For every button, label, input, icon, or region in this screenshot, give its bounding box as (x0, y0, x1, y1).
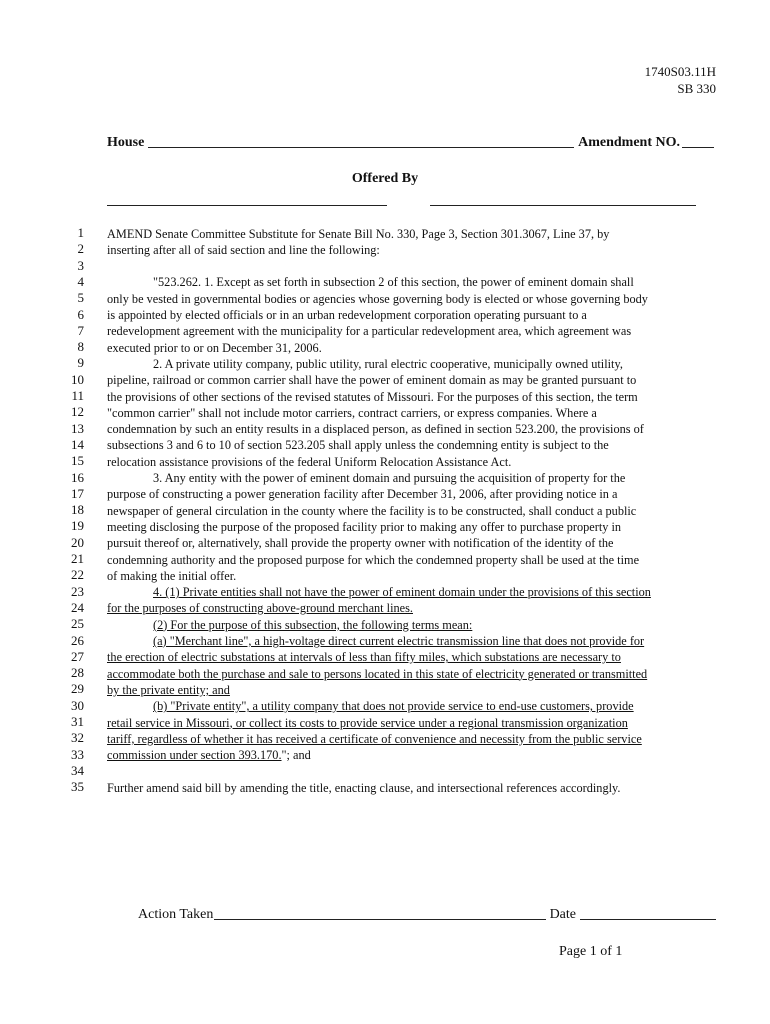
line-number: 21 (71, 551, 84, 566)
line-number: 14 (71, 436, 84, 452)
line-number: 34 (71, 762, 84, 778)
line-number: 13 (71, 420, 84, 436)
amendment-text-line (107, 552, 719, 568)
date-line (580, 918, 716, 920)
line-number: 23 (71, 583, 84, 599)
line-number: 20 (71, 534, 84, 550)
inserted-text: the erection of electric substations at intervals of less than fifty miles, which substations are necessary to (107, 650, 621, 665)
line-number: 9 (77, 355, 84, 371)
line-text: purpose of constructing a power generation facility after December 31, 2006, after providing notice in a (107, 487, 618, 502)
amendment-text-line (107, 568, 719, 584)
amendment-text-line (107, 731, 719, 747)
amendment-text-line (107, 226, 719, 242)
house-blank-line (148, 146, 574, 148)
amendment-label: Amendment NO. (578, 135, 680, 150)
line-number: 11 (71, 388, 84, 403)
line-number: 2 (77, 241, 84, 257)
line-text: only be vested in governmental bodies or agencies whose governing body is elected or whose governing body (107, 291, 648, 306)
amendment-text-line (107, 747, 719, 763)
amendment-text-line (107, 454, 719, 470)
offered-by-label: Offered By (351, 171, 419, 186)
action-taken-row (138, 907, 716, 923)
offered-by-line-left (107, 205, 387, 206)
inserted-text: by the private entity; and (107, 682, 230, 697)
house-label: House (107, 135, 145, 150)
line-number: 27 (71, 648, 84, 664)
amendment-text-line (107, 715, 719, 731)
line-text: is appointed by elected officials or in an urban redevelopment corporation operating pursuant to a (107, 308, 587, 322)
document-id: 1740S03.11H (644, 64, 716, 79)
line-number: 10 (71, 371, 84, 387)
line-number: 18 (71, 502, 84, 518)
amendment-text-line (107, 421, 719, 437)
amendment-text-line (107, 356, 719, 372)
house-amendment-row (107, 135, 714, 151)
line-number: 15 (71, 453, 84, 469)
amendment-text-line (107, 291, 719, 307)
line-number: 24 (71, 599, 84, 615)
action-taken-line (214, 918, 545, 920)
line-text: Further amend said bill by amending the title, enacting clause, and intersectional references accordingly. (107, 780, 621, 795)
line-number: 31 (71, 714, 84, 729)
amendment-text-line (107, 372, 719, 388)
inserted-text: retail service in Missouri, or collect its costs to provide service under a regional transmission organization (107, 715, 628, 730)
line-text: newspaper of general circulation in the county where the facility is to be constructed, shall conduct a public (107, 503, 637, 518)
amendment-text-line (107, 437, 719, 453)
inserted-text: for the purposes of constructing above-ground merchant lines. (107, 601, 413, 616)
offered-by-line-right (430, 205, 696, 206)
line-number: 35 (71, 779, 84, 795)
amendment-text-line (107, 666, 719, 682)
inserted-text: commission under section 393.170. (107, 748, 282, 763)
line-text: "523.262. 1. Except as set forth in subsection 2 of this section, the power of eminent domain shall (153, 275, 634, 290)
inserted-text: (a) "Merchant line", a high-voltage direct current electric transmission line that does not provide for (153, 634, 645, 648)
inserted-text: (b) "Private entity", a utility company that does not provide service to end-use customers, provide (153, 699, 634, 714)
action-taken-label: Action Taken (138, 907, 214, 922)
amendment-text-line (107, 405, 719, 421)
line-number: 5 (77, 290, 84, 306)
line-text: pipeline, railroad or common carrier shall have the power of eminent domain as may be granted pursuant to (107, 373, 637, 388)
amendment-text-line (107, 470, 719, 486)
line-number: 25 (71, 616, 84, 632)
inserted-text: tariff, regardless of whether it has received a certificate of convenience and necessity from the public service (107, 731, 642, 746)
inserted-text: 4. (1) Private entities shall not have the power of eminent domain under the provisions of this section (153, 585, 651, 600)
amendment-text-line (107, 780, 719, 796)
amendment-text-line (107, 535, 719, 551)
line-number: 17 (71, 485, 84, 501)
line-text: subsections 3 and 6 to 10 of section 523.205 shall apply unless the condemning entity is subject to the (107, 438, 609, 453)
amendment-text-line (107, 698, 719, 714)
amendment-text-line (107, 600, 719, 616)
line-number: 1 (77, 225, 84, 240)
amendment-text-line (107, 633, 719, 649)
line-text: redevelopment agreement with the municipality for a particular redevelopment area, which agreement was (107, 324, 632, 339)
line-number: 4 (77, 273, 84, 289)
line-text: inserting after all of said section and line the following: (107, 242, 380, 257)
line-number: 7 (77, 322, 84, 338)
amendment-text-line (107, 584, 719, 600)
amendment-text-line (107, 617, 719, 633)
line-text: condemning authority and the proposed purpose for which the condemned property shall be used at the time (107, 552, 640, 567)
line-text: pursuit thereof or, alternatively, shall provide the property owner with notification of the identity of the (107, 536, 614, 551)
line-text: the provisions of other sections of the revised statutes of Missouri. For the purposes of this section, the term (107, 389, 638, 404)
line-number: 32 (71, 730, 84, 746)
amendment-text-line (107, 649, 719, 665)
line-tail-text: "; and (281, 748, 311, 763)
amendment-text-line (107, 503, 719, 519)
amendment-text-line (107, 323, 719, 339)
line-text: "common carrier" shall not include motor carriers, contract carriers, or express companies. Where a (107, 405, 597, 420)
amendment-text-line (107, 389, 719, 405)
line-number: 8 (77, 339, 84, 355)
line-text: of making the initial offer. (107, 568, 237, 583)
line-text: 2. A private utility company, public utility, rural electric cooperative, municipally owned utility, (153, 356, 623, 371)
amendment-text-line (107, 519, 719, 535)
line-number: 3 (77, 257, 84, 273)
bill-number: SB 330 (677, 81, 716, 96)
amendment-text-line (107, 486, 719, 502)
line-text: relocation assistance provisions of the federal Uniform Relocation Assistance Act. (107, 454, 512, 469)
line-text: 3. Any entity with the power of eminent domain and pursuing the acquisition of property for the (153, 471, 626, 485)
amendment-text-line (107, 340, 719, 356)
line-number: 29 (71, 681, 84, 697)
line-number: 6 (77, 306, 84, 322)
line-text: AMEND Senate Committee Substitute for Senate Bill No. 330, Page 3, Section 301.3067, Line 37, by (107, 226, 610, 241)
line-text: meeting disclosing the purpose of the proposed facility prior to making any offer to purchase property in (107, 519, 622, 534)
line-number: 22 (71, 567, 84, 583)
amendment-number-blank (682, 146, 714, 148)
inserted-text: (2) For the purpose of this subsection, the following terms mean: (153, 617, 473, 632)
inserted-text: accommodate both the purchase and sale to persons located in this state of electricity generated or transmitted (107, 666, 648, 681)
line-text: executed prior to or on December 31, 2006. (107, 340, 322, 355)
amendment-text-line (107, 307, 719, 323)
amendment-text-line (107, 682, 719, 698)
line-number: 12 (71, 404, 84, 420)
line-number: 26 (71, 632, 84, 648)
date-label: Date (549, 907, 576, 922)
line-number: 28 (71, 665, 84, 681)
page-number: Page 1 of 1 (559, 944, 623, 959)
line-number: 19 (71, 518, 84, 534)
line-number: 33 (71, 746, 84, 762)
line-number: 16 (71, 469, 84, 485)
line-number: 30 (71, 697, 84, 713)
amendment-text-line (107, 274, 719, 290)
line-text: condemnation by such an entity results in a displaced person, as defined in section 523.200, the provisions of (107, 422, 644, 437)
amendment-text-line (107, 242, 719, 258)
